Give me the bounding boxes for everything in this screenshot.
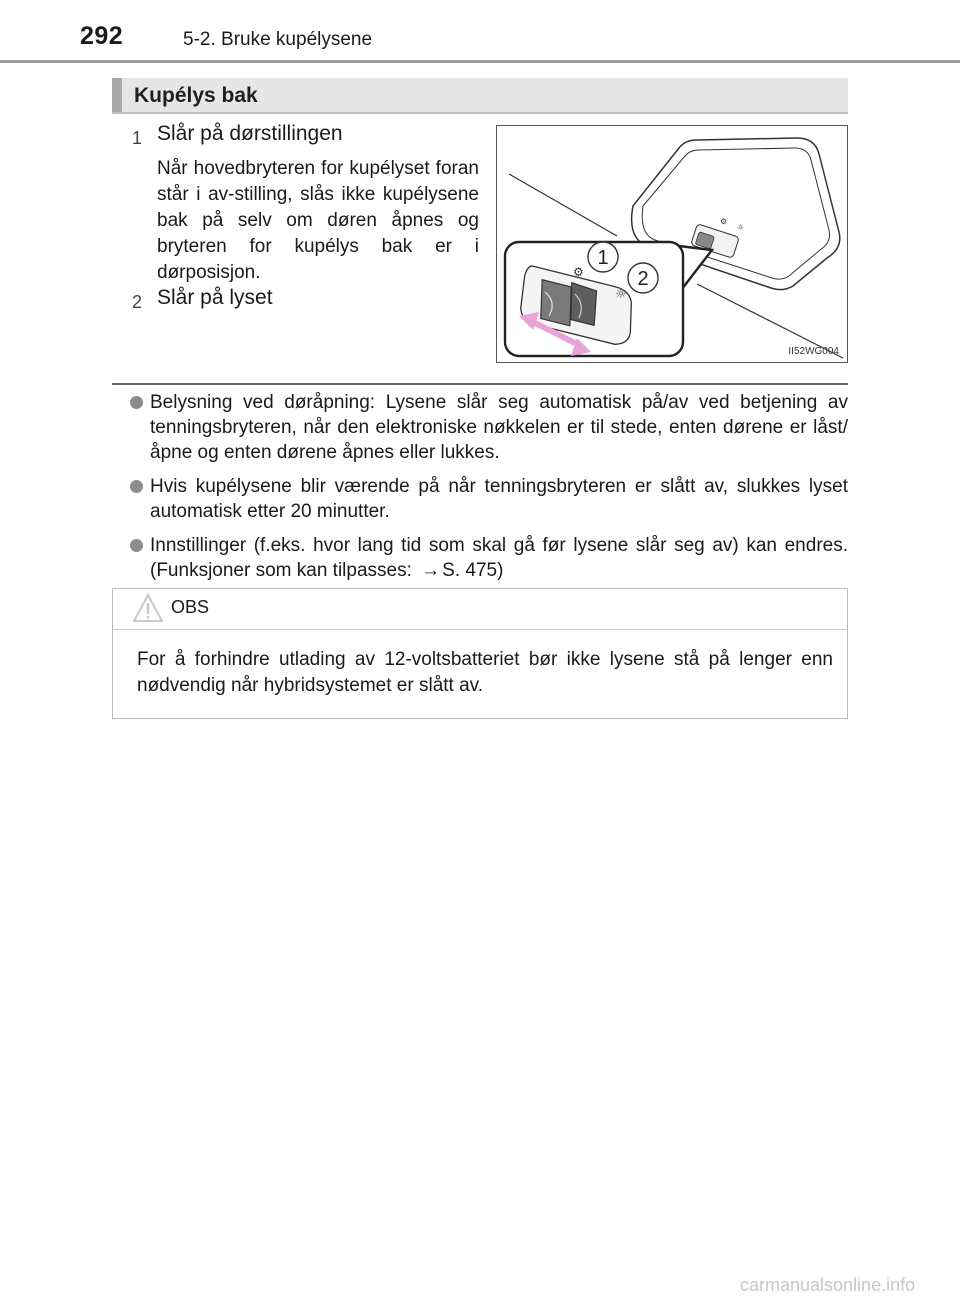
bullet-icon [130,480,143,493]
item-description-1: Når hovedbryteren for kupélyset foran står i av-stilling, slås ikke kupélysene bak på selv om døren åpnes og bryteren for kupélys bak er i dørposisjon. [157,158,479,283]
note-text: Belysning ved døråpning: Lysene slår seg automatisk på/av ved betjening av tenningsbryteren, når den elektroniske nøkkelen er til stede, enten dørene er låst/åpne og enten dørene åpnes eller lukkes. [150,392,848,463]
item-number-1: 1 [131,128,142,148]
warning-triangle-icon [133,593,163,623]
caution-box [112,588,848,719]
svg-text:☼: ☼ [615,287,627,302]
notes-list [130,390,848,592]
item-title-2: Slår på lyset [157,286,273,309]
section-title: Kupélys bak [134,84,258,107]
svg-text:⚙: ⚙ [573,265,584,279]
illustration-drawing [497,126,847,362]
bullet-icon [130,539,143,552]
section-accent [112,78,122,112]
header-divider [0,60,960,63]
bullet-icon [130,396,143,409]
item-number-2: 2 [131,292,142,312]
svg-text:☼: ☼ [737,223,745,232]
page-reference-link[interactable]: S. 475) [442,560,504,581]
watermark: carmanualsonline.info [740,1275,916,1295]
callout-2: 2 [637,268,649,290]
callout-1: 1 [597,247,609,269]
caution-label: OBS [171,597,210,617]
section-header [112,78,848,114]
note-item [130,533,848,583]
caution-text: For å forhindre utlading av 12-voltsbatteriet bør ikke lysene stå på lenger enn nødvendig når hybridsystemet er slått av. [137,649,833,696]
svg-text:⚙: ⚙ [720,217,728,226]
item-title-1: Slår på dørstillingen [157,122,343,145]
note-item [130,390,848,465]
chapter-title: 5-2. Bruke kupélysene [183,29,373,50]
page-number: 292 [80,22,124,50]
note-item [130,474,848,524]
switch-illustration [496,125,848,363]
page-reference-arrow-icon: → [421,560,441,581]
notes-divider [112,383,848,385]
note-text: Innstillinger (f.eks. hvor lang tid som skal gå før lysene slår seg av) kan endres. (Funksjoner som kan tilpasses: [150,535,848,581]
figure-code: II52WG004 [788,346,839,357]
caution-header [113,589,847,630]
note-text: Hvis kupélysene blir værende på når tenningsbryteren er slått av, slukkes lyset automatisk etter 20 minutter. [150,476,848,522]
